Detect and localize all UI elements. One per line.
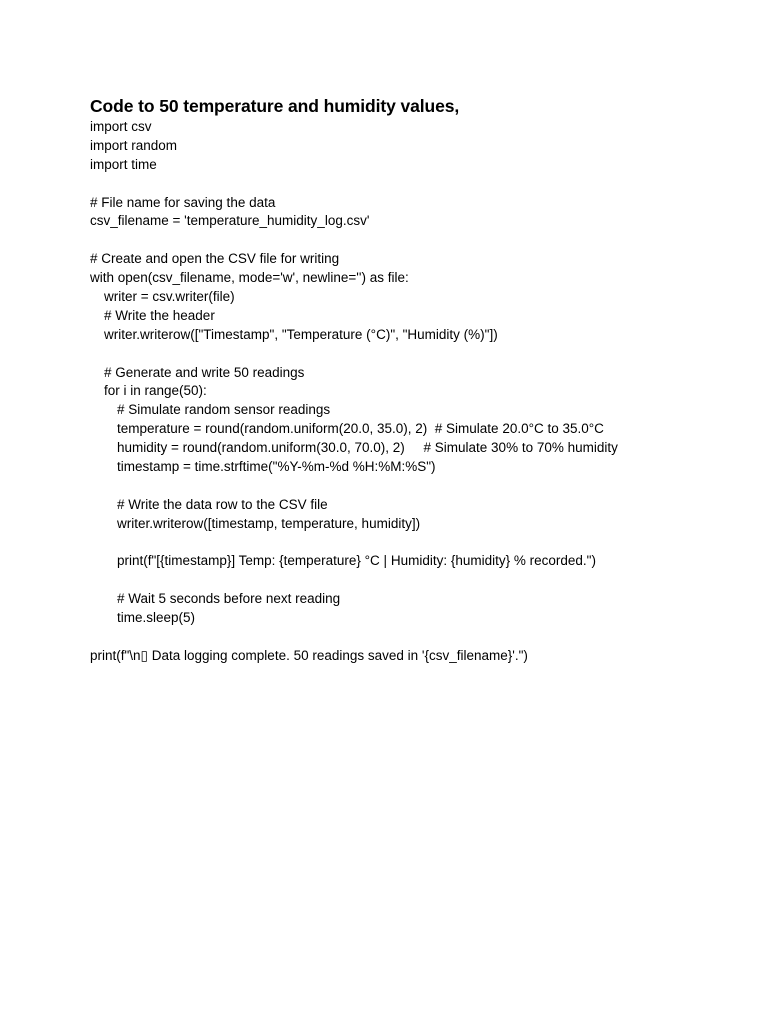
code-line: timestamp = time.strftime("%Y-%m-%d %H:%M:%S") [117,459,436,475]
code-line: writer = csv.writer(file) [104,289,235,305]
code-line: print(f"\n▯ Data logging complete. 50 readings saved in '{csv_filename}'.") [90,647,528,663]
blank-line [90,231,730,250]
document-body [90,95,730,666]
code-line: for i in range(50): [104,383,207,399]
code-line: humidity = round(random.uniform(30.0, 70.0), 2) # Simulate 30% to 70% humidity [117,440,618,456]
code-line: # Create and open the CSV file for writing [90,251,340,267]
code-line: import csv [90,119,152,134]
blank-line [90,571,730,590]
code-line: writer.writerow([timestamp, temperature, humidity]) [117,515,421,531]
code-line: # Generate and write 50 readings [104,364,305,380]
blank-line [90,628,730,647]
code-line: # Wait 5 seconds before next reading [117,591,341,607]
code-line: print(f"[{timestamp}] Temp: {temperature} °C | Humidity: {humidity} % recorded.") [117,553,596,569]
code-line: # Write the header [104,307,215,323]
code-block [90,118,730,666]
code-line: # Write the data row to the CSV file [117,496,328,512]
code-line: csv_filename = 'temperature_humidity_log.csv' [90,213,370,229]
blank-line [90,345,730,364]
code-line: import time [90,156,157,172]
code-line: import random [90,137,178,153]
code-line: # Simulate random sensor readings [117,402,331,418]
code-line: # File name for saving the data [90,194,276,210]
blank-line [90,175,730,194]
blank-line [90,477,730,496]
code-line: writer.writerow(["Timestamp", "Temperature (°C)", "Humidity (%)"]) [104,326,498,342]
blank-line [90,534,730,553]
code-line: temperature = round(random.uniform(20.0, 35.0), 2) # Simulate 20.0°C to 35.0°C [117,421,604,437]
document-title: Code to 50 temperature and humidity values, [90,96,460,116]
code-line: time.sleep(5) [117,610,196,626]
code-line: with open(csv_filename, mode='w', newline='') as file: [90,270,409,286]
